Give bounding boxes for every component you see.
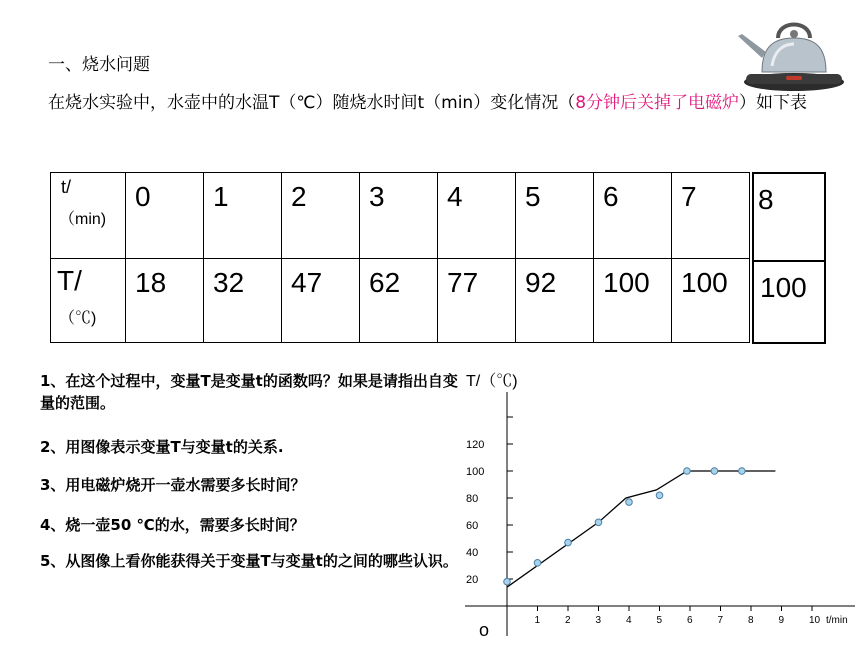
intro-highlight: 8分钟后关掉了电磁炉 bbox=[575, 93, 740, 113]
problem-intro bbox=[48, 90, 828, 117]
x-tick-label: 2 bbox=[565, 615, 571, 626]
table-cell: 100 bbox=[672, 259, 750, 343]
table-cell: 92 bbox=[516, 259, 594, 343]
kettle-image bbox=[732, 8, 852, 94]
x-tick-label: 9 bbox=[778, 615, 785, 626]
series-line bbox=[507, 471, 775, 587]
data-point bbox=[504, 578, 511, 585]
table-row-temperature bbox=[51, 259, 750, 343]
y-tick-label: 80 bbox=[466, 493, 479, 505]
table-cell: 3 bbox=[360, 173, 438, 259]
x-tick-label: 6 bbox=[687, 615, 693, 626]
table-cell: 5 bbox=[516, 173, 594, 259]
table-cell: 47 bbox=[282, 259, 360, 343]
question-4: 4、烧一壶50 ℃的水，需要多长时间？ bbox=[40, 516, 305, 534]
data-point bbox=[534, 560, 541, 567]
temperature-symbol: T/ bbox=[57, 265, 82, 296]
x-tick-label: 3 bbox=[595, 615, 602, 626]
table-cell: 2 bbox=[282, 173, 360, 259]
table-cell: 100 bbox=[594, 259, 672, 343]
data-point bbox=[711, 468, 718, 475]
extra-temperature-cell: 100 bbox=[752, 260, 826, 344]
question-5: 5、从图像上看你能获得关于变量T与变量t的之间的哪些认识。 bbox=[40, 552, 458, 570]
data-point bbox=[656, 492, 663, 499]
table-cell: 1 bbox=[204, 173, 282, 259]
table-cell: 32 bbox=[204, 259, 282, 343]
x-axis-label: t/min bbox=[826, 615, 848, 626]
x-tick-label: 1 bbox=[534, 615, 541, 626]
data-point bbox=[565, 539, 572, 546]
origin-label: o bbox=[479, 620, 490, 640]
question-3: 3、用电磁炉烧开一壶水需要多长时间？ bbox=[40, 476, 306, 494]
data-point bbox=[739, 468, 746, 475]
data-point bbox=[684, 468, 691, 475]
data-point bbox=[626, 499, 633, 506]
y-tick-label: 20 bbox=[466, 574, 479, 586]
y-tick-label: 120 bbox=[466, 439, 485, 451]
table-cell: 0 bbox=[126, 173, 204, 259]
header-cell-time bbox=[51, 173, 126, 259]
time-symbol: t/ bbox=[61, 177, 72, 197]
time-unit: （min) bbox=[59, 211, 107, 228]
table-cell: 6 bbox=[594, 173, 672, 259]
table-cell: 7 bbox=[672, 173, 750, 259]
table-cell: 18 bbox=[126, 259, 204, 343]
table-cell: 4 bbox=[438, 173, 516, 259]
data-table bbox=[50, 172, 750, 343]
intro-text-after: ）如下表 bbox=[739, 93, 808, 113]
question-2: 2、用图像表示变量T与变量t的关系. bbox=[40, 438, 284, 456]
x-tick-label: 5 bbox=[656, 615, 663, 626]
y-tick-label: 40 bbox=[466, 547, 479, 559]
x-tick-label: 8 bbox=[748, 615, 754, 626]
extra-column bbox=[752, 172, 824, 342]
y-tick-label: 60 bbox=[466, 520, 479, 532]
header-cell-temperature bbox=[51, 259, 126, 343]
extra-time-cell: 8 bbox=[752, 172, 826, 260]
x-tick-label: 10 bbox=[809, 615, 821, 626]
table-cell: 77 bbox=[438, 259, 516, 343]
question-1: 1、在这个过程中，变量T是变量t的函数吗？如果是请指出自变量的范围。 bbox=[40, 372, 458, 412]
x-tick-label: 4 bbox=[626, 615, 632, 626]
data-point bbox=[595, 519, 602, 526]
section-heading: 一、烧水问题 bbox=[48, 55, 150, 75]
temperature-unit: （℃) bbox=[59, 310, 97, 327]
x-tick-label: 7 bbox=[717, 615, 724, 626]
y-axis-label: T/（℃) bbox=[466, 373, 518, 390]
table-cell: 62 bbox=[360, 259, 438, 343]
y-tick-label: 100 bbox=[466, 466, 485, 478]
intro-text-before: 在烧水实验中，水壶中的水温T（℃）随烧水时间t（min）变化情况（ bbox=[48, 93, 576, 113]
table-row-time bbox=[51, 173, 750, 259]
temperature-time-chart bbox=[460, 362, 860, 645]
